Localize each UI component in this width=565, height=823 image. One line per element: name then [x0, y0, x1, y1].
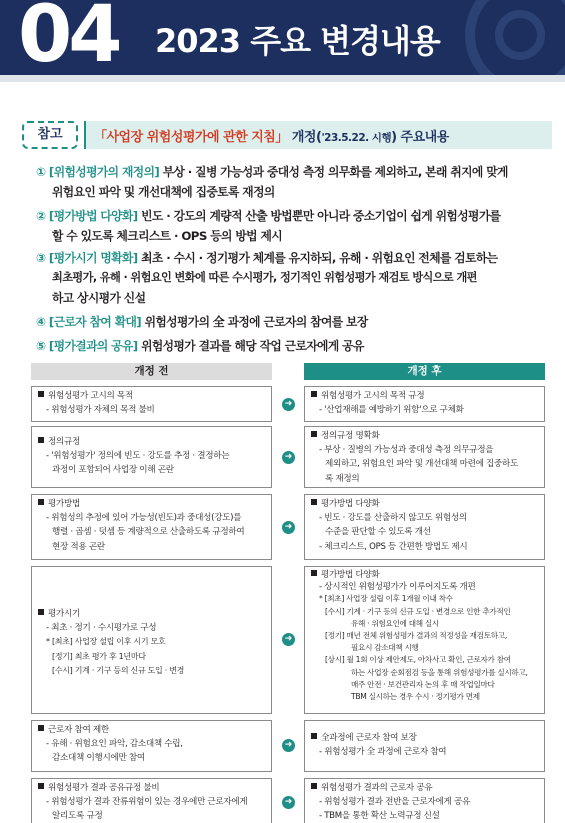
item-tag: [근로자 참여 확대] — [48, 315, 142, 329]
cell-heading: 정의규정 명확화 — [321, 431, 380, 441]
after-cell — [304, 778, 545, 823]
cell-text: - 유해 · 위험요인 파악, 감소대책 수립, — [46, 739, 183, 750]
square-bullet-icon — [38, 725, 44, 731]
cell-text: - TBM을 통한 확산 노력규정 신설 — [319, 811, 440, 822]
header-strip — [0, 75, 565, 82]
cell-text: * [최초] 사업장 설립 이후 1개월 이내 착수 — [319, 594, 453, 604]
list-item — [36, 162, 508, 202]
arrow-right-icon: ➜ — [282, 521, 295, 534]
item-text: 최초 · 수시 · 정기평가 체계를 유지하되, 유해 · 위험요인 전체를 검토하는 — [141, 251, 498, 265]
cell-text: [상시] 월 1회 이상 제안제도, 아차사고 확인, 근로자가 참여 — [325, 655, 511, 665]
cell-heading: 위험성평가 결과의 근로자 공유 — [321, 783, 433, 793]
list-item — [36, 312, 368, 332]
item-text-cont: 위험요인 파악 및 개선대책에 집중토록 재정의 — [52, 185, 275, 199]
cell-heading: 위험성평가 고시의 목적 — [48, 391, 133, 401]
cell-heading: 정의규정 — [48, 437, 81, 447]
reference-title — [94, 126, 449, 145]
before-column-header: 개정 전 — [31, 363, 272, 380]
cell-text: - 위험성평가 全 과정에 근로자 참여 — [319, 747, 447, 758]
after-cell — [304, 566, 545, 714]
cell-text: [수시] 기계 · 기구 등의 신규 도입 · 변경 — [52, 665, 185, 675]
cell-text: - 위험성평가 결과 잔류위험이 있는 경우에만 근로자에게 — [46, 797, 248, 808]
gear-decoration-small — [495, 10, 545, 60]
item-text-cont: 최초평가, 유해 · 위험요인 변화에 따른 수시평가, 정기적인 위험성평가 재검토 방식으로 개편 — [52, 271, 477, 284]
arrow-right-icon: ➜ — [282, 796, 295, 809]
before-cell — [31, 386, 272, 422]
after-cell — [304, 720, 545, 772]
cell-text: - 부상 · 질병의 가능성과 중대성 측정 의무규정을 — [319, 445, 494, 456]
cell-heading: 평가시기 — [48, 609, 81, 619]
square-bullet-icon — [38, 391, 44, 397]
square-bullet-icon — [38, 437, 44, 443]
cell-text: - 위험성평가 자체의 목적 불비 — [46, 405, 155, 416]
before-cell — [31, 426, 272, 488]
square-bullet-icon — [311, 783, 317, 789]
square-bullet-icon — [311, 733, 317, 739]
cell-text: 하는 사업장 순회점검 등을 통해 위험성평가를 실시하고, — [351, 667, 528, 677]
cell-heading: 全과정에 근로자 참여 보장 — [321, 733, 417, 743]
item-tag: [평가방법 다양화] — [48, 209, 138, 223]
cell-text: 수준을 판단할 수 있도록 개선 — [325, 527, 431, 538]
revision-suffix: ) 주요내용 — [391, 130, 449, 145]
cell-text: - 빈도 · 강도를 산출하지 않고도 위험성의 — [319, 513, 467, 524]
list-item — [36, 336, 364, 356]
square-bullet-icon — [38, 609, 44, 615]
arrow-right-icon: ➜ — [282, 633, 295, 646]
after-cell — [304, 494, 545, 560]
cell-text: 행렬 · 곱셈 · 덧셈 등 계량적으로 산출하도록 규정하여 — [52, 527, 245, 538]
item-text-cont: 할 수 있도록 체크리스트 · OPS 등의 방법 제시 — [52, 229, 283, 243]
square-bullet-icon — [311, 391, 317, 397]
cell-text: - 최초 · 정기 · 수시평가로 구성 — [46, 623, 157, 634]
cell-heading: 위험성평가 결과 공유규정 불비 — [48, 783, 160, 793]
cell-heading: 근로자 참여 제한 — [48, 725, 109, 735]
item-text-cont: 하고 상시평가 신설 — [52, 291, 146, 305]
before-cell — [31, 778, 272, 823]
cell-text: [수시] 기계 · 기구 등의 신규 도입 · 변경으로 인한 추가적인 — [325, 606, 511, 616]
item-text: 부상 · 질병 가능성과 중대성 측정 의무화를 제외하고, 본래 취지에 맞게 — [162, 165, 508, 179]
cell-text: - 위험성평가 결과 전반을 근로자에게 공유 — [319, 797, 470, 808]
cell-text: 필요시 감소대책 시행 — [351, 643, 419, 653]
cell-text: TBM 실시하는 경우 수시 · 정기평가 면제 — [351, 692, 480, 702]
effective-date: '23.5.22. 시행 — [321, 132, 392, 144]
item-tag: [위험성평가의 재정의] — [48, 165, 160, 179]
cell-text: 록 재정의 — [325, 473, 360, 484]
reference-title-bar — [84, 121, 552, 149]
cell-text: 감소대책 이행시에만 참여 — [52, 753, 145, 764]
cell-text: 현장 적용 곤란 — [52, 541, 105, 552]
item-number: ② — [36, 209, 46, 223]
item-number: ① — [36, 165, 46, 179]
square-bullet-icon — [38, 783, 44, 789]
item-number: ③ — [36, 251, 46, 265]
before-cell — [31, 566, 272, 714]
cell-text: 알리도록 규정 — [52, 811, 103, 822]
after-cell — [304, 386, 545, 422]
before-cell — [31, 494, 272, 560]
arrow-right-icon: ➜ — [282, 739, 295, 752]
reference-heading — [22, 121, 552, 151]
cell-text: [정기] 최초 평가 후 1년마다 — [52, 651, 146, 661]
cell-text: [정기] 매년 전체 위험성평가 결과의 적정성을 재검토하고, — [325, 631, 507, 641]
square-bullet-icon — [311, 499, 317, 505]
item-number: ④ — [36, 315, 46, 329]
after-cell — [304, 426, 545, 488]
before-cell — [31, 720, 272, 772]
arrow-right-icon: ➜ — [282, 398, 295, 411]
guideline-name: 「사업장 위험성평가에 관한 지침」 — [94, 130, 288, 145]
cell-text: - '산업재해를 예방하기 위함'으로 구체화 — [319, 405, 464, 416]
cell-heading: 평가방법 다양화 — [321, 499, 380, 509]
arrow-right-icon: ➜ — [282, 451, 295, 464]
item-text: 위험성평가 결과를 해당 작업 근로자에게 공유 — [141, 339, 364, 353]
page-title: 2023 주요 변경내용 — [155, 22, 440, 60]
cell-text: 매주 안전 · 보건관리자 논의 후 매 작업일마다 — [351, 679, 495, 689]
item-number: ⑤ — [36, 339, 46, 353]
cell-text: 유해 · 위험요인에 대해 실시 — [351, 618, 439, 628]
cell-text: - 상시적인 위험성평가가 이루어지도록 개편 — [319, 582, 476, 593]
item-tag: [평가시기 명확화] — [48, 251, 138, 265]
cell-text: 과정이 포함되어 사업장 이해 곤란 — [52, 465, 174, 476]
cell-text: - 위험성의 추정에 있어 가능성(빈도)과 중대성(강도)를 — [46, 513, 242, 524]
header-banner — [0, 0, 565, 75]
cell-heading: 위험성평가 고시의 목적 규정 — [321, 391, 425, 401]
item-text: 빈도 · 강도의 계량적 산출 방법뿐만 아니라 중소기업이 쉽게 위험성평가를 — [141, 209, 501, 223]
revision-label: 개정( — [291, 130, 322, 145]
list-item — [36, 206, 500, 246]
after-column-header: 개정 후 — [304, 363, 545, 380]
cell-text: * [최초] 사업장 설립 이후 시기 모호 — [46, 637, 166, 647]
list-item — [36, 248, 497, 308]
item-tag: [평가결과의 공유] — [48, 339, 138, 353]
cell-text: - '위험성평가' 정의에 빈도 · 강도를 추정 · 결정하는 — [46, 451, 230, 462]
cell-text: 제외하고, 위험요인 파악 및 개선대책 마련에 집중하도 — [325, 459, 519, 470]
item-text: 위험성평가의 全 과정에 근로자의 참여를 보장 — [144, 315, 368, 329]
reference-badge: 참고 — [22, 121, 78, 149]
cell-heading: 평가방법 — [48, 499, 81, 509]
section-number: 04 — [18, 0, 119, 75]
square-bullet-icon — [38, 499, 44, 505]
square-bullet-icon — [311, 431, 317, 437]
square-bullet-icon — [311, 570, 317, 576]
cell-text: - 체크리스트, OPS 등 간편한 방법도 제시 — [319, 541, 468, 552]
cell-heading: 평가방법 다양화 — [321, 570, 380, 580]
